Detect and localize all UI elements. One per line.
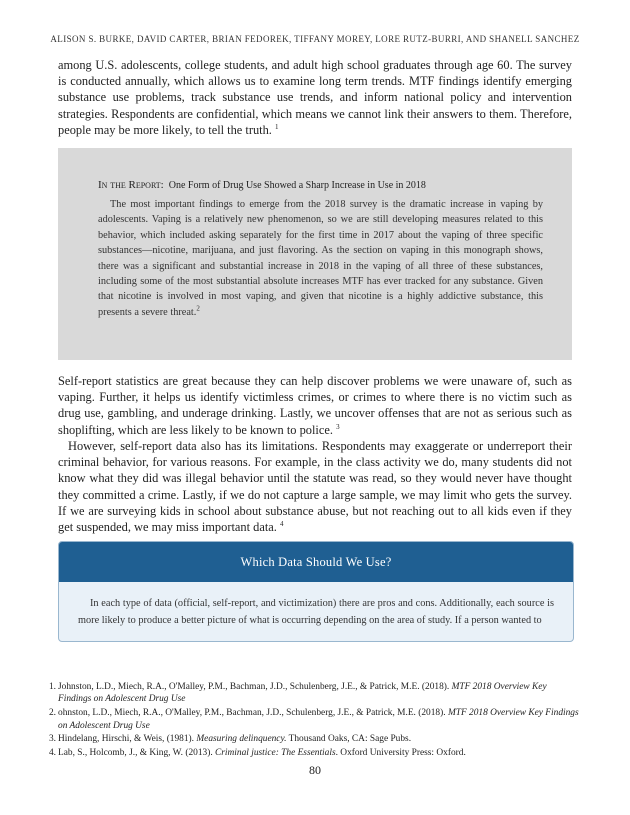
footnote-ref-2[interactable]: 2 xyxy=(196,304,200,313)
intro-text: among U.S. adolescents, college students, and adult high school graduates through age 60. The survey is conducted annually, which allows us to examine long term trends. MTF findings identify emerging substance use problems, track substance use trends, and inform national policy and intervention strategies. Respondents are confidential, which means we cannot link their answers to them. Therefore, people may be more likely, to tell the truth. xyxy=(58,58,572,137)
footnote-number: 2. xyxy=(48,708,56,719)
footnote-title: Measuring delinquency. xyxy=(196,734,287,745)
self-report-paragraph xyxy=(58,373,572,438)
report-callout-box xyxy=(58,148,572,360)
footnote-title: MTF 2018 Overview Key Findings on Adolescent Drug Use xyxy=(58,682,547,705)
footnotes-list xyxy=(30,681,582,761)
limitations-paragraph xyxy=(58,438,572,535)
footnote-number: 3. xyxy=(48,734,56,745)
footnote-number: 1. xyxy=(48,682,56,692)
footnote-title: MTF 2018 Overview Key Findings on Adolescent Drug Use xyxy=(58,708,579,731)
footnote-title: Criminal justice: The Essentials xyxy=(215,748,336,759)
footnote-ref-1[interactable]: 1 xyxy=(275,122,279,131)
footnote-ref-3[interactable]: 3 xyxy=(336,422,340,431)
footnote-1 xyxy=(30,681,582,706)
footnote-ref-4[interactable]: 4 xyxy=(279,519,284,528)
report-callout-text: The most important findings to emerge from the 2018 survey is the dramatic increase in vaping by adolescents. Vaping is a relatively new phenomenon, so we are still developing measures related to this behavior, which included asking separately for the first time in 2017 about the vaping of three specific substances—nicotine, marijuana, and just flavoring. As the section on vaping in this monograph shows, there was a significant and substantial increase in 2018 in the vaping of all three of these substances, including some of the most substantial absolute increases MTF has ever tracked for any substance. Given that nicotine is involved in most vaping, and given that nicotine is a highly addictive substance, this presents a severe threat. xyxy=(98,199,543,318)
report-callout-body xyxy=(98,197,543,320)
footnote-text-after: Thousand Oaks, CA: Sage Pubs. xyxy=(286,734,412,745)
limitations-text: However, self-report data also has its limitations. Respondents may exaggerate or underreport their criminal behavior, for various reasons. For example, in the class activity we do, many students did not know what they did was illegal behavior until the statute was read, so they would never have thought they committed a crime. Lastly, if we do not capture a large sample, we may limit who gets the survey. If we are surveying kids in school about substance abuse, but not reaching out to all kids even if they get suspended, we may miss important data. xyxy=(58,439,572,535)
self-report-text: Self-report statistics are great because they can help discover problems we were unaware of, such as vaping. Further, it helps us identify victimless crimes, or crimes to where there is no victim such as drug use, gambling, and underage drinking. Lastly, we uncover offenses that are not as serious such as shoplifting, which are less likely to be known to police. xyxy=(58,374,572,437)
data-callout-box xyxy=(58,541,574,642)
footnote-3 xyxy=(30,733,582,745)
data-callout-body: In each type of data (official, self-report, and victimization) there are pros and cons. Additionally, each source is more likely to produce a better picture of what is occurring depending on the area of study. If a person wanted to xyxy=(78,598,554,626)
report-callout-title: One Form of Drug Use Showed a Sharp Increase in Use in 2018 xyxy=(168,180,426,191)
report-callout-label: In the Report: xyxy=(98,179,164,191)
footnote-2 xyxy=(30,707,582,732)
footnote-text: ohnston, L.D., Miech, R.A., O'Malley, P.M., Bachman, J.D., Schulenberg, J.E., & Patrick, M.E. (2018). xyxy=(58,708,448,719)
page-number: 80 xyxy=(309,763,321,777)
footnote-text: Lab, S., Holcomb, J., & King, W. (2013). xyxy=(58,748,216,759)
report-callout-heading xyxy=(98,179,426,191)
footnote-text-after: . Oxford University Press: Oxford. xyxy=(335,748,466,759)
data-callout-title: Which Data Should We Use? xyxy=(59,542,573,582)
footnote-text: Johnston, L.D., Miech, R.A., O'Malley, P.M., Bachman, J.D., Schulenberg, J.E., & Patrick, M.E. (2018). xyxy=(58,682,452,692)
running-head: ALISON S. BURKE, DAVID CARTER, BRIAN FEDOREK, TIFFANY MOREY, LORE RUTZ-BURRI, AND SHANELL SANCHEZ xyxy=(50,34,580,44)
intro-paragraph xyxy=(58,57,572,138)
footnote-text: Hindelang, Hirschi, & Weis, (1981). xyxy=(58,734,197,745)
footnote-4 xyxy=(30,747,582,759)
footnote-number: 4. xyxy=(48,748,56,759)
